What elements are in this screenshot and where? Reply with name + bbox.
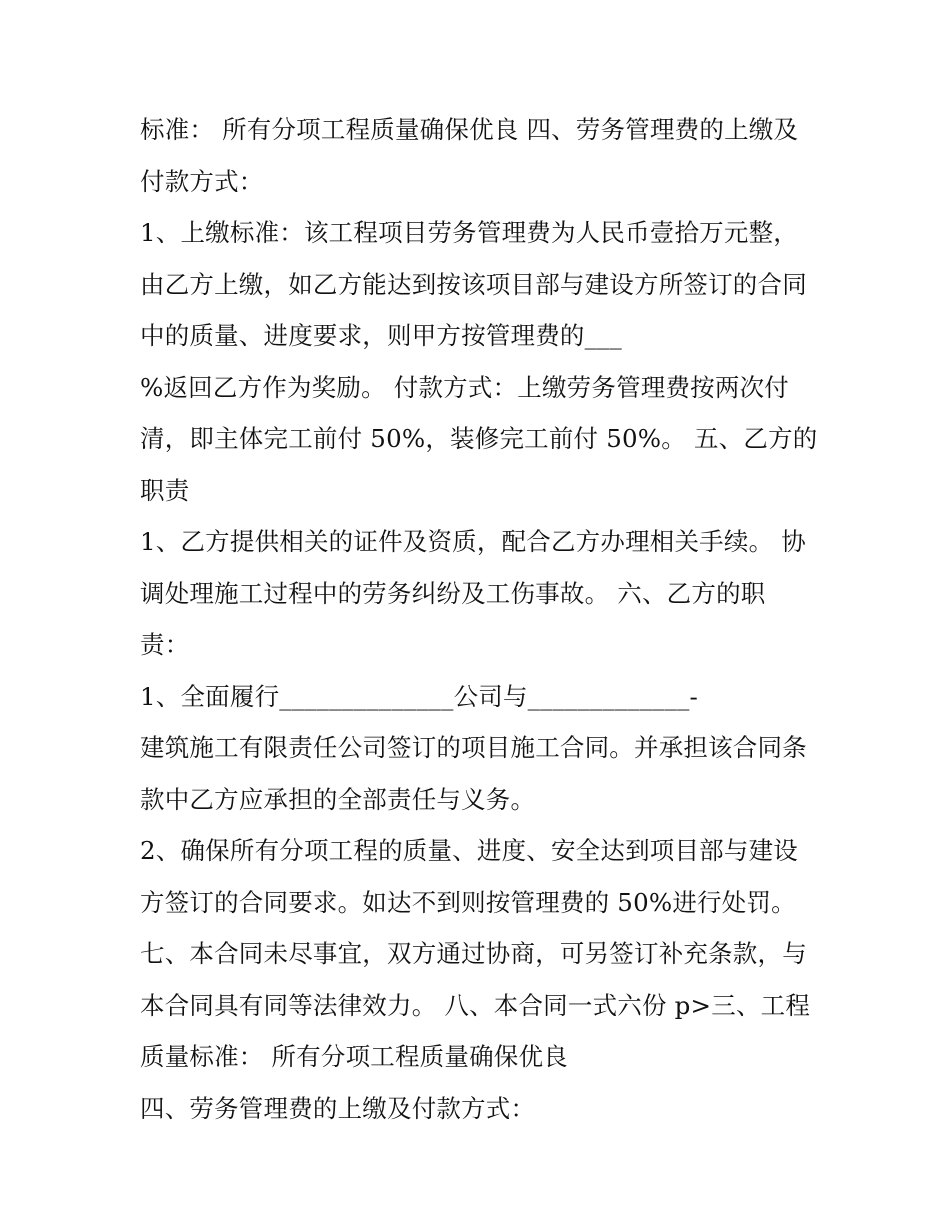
text-line: %返回乙方作为奖励。 付款方式：上缴劳务管理费按两次付	[140, 372, 789, 402]
text-line: 1、上缴标准：该工程项目劳务管理费为人民币壹拾万元整，	[140, 218, 798, 247]
text-line: 由乙方上缴，如乙方能达到按该项目部与建设方所签订的合同	[140, 269, 807, 299]
text-line: 责：	[140, 630, 190, 659]
text-line: 中的质量、进度要求，则甲方按管理费的___	[140, 321, 622, 350]
text-line: 调处理施工过程中的劳务纠纷及工伤事故。 六、乙方的职	[140, 578, 766, 608]
text-line: 款中乙方应承担的全部责任与义务。	[140, 784, 536, 814]
text-line: 标准： 所有分项工程质量确保优良 四、劳务管理费的上缴及	[140, 115, 799, 144]
text-line: 1、全面履行______________公司与_____________-	[140, 681, 699, 711]
text-line: 1、乙方提供相关的证件及资质，配合乙方办理相关手续。 协	[140, 527, 806, 556]
text-line: 本合同具有同等法律效力。 八、本合同一式六份 p>三、工程	[140, 990, 811, 1020]
text-line: 方签订的合同要求。如达不到则按管理费的 50%进行处罚。	[140, 887, 796, 917]
text-line: 建筑施工有限责任公司签订的项目施工合同。并承担该合同条	[140, 733, 807, 762]
document-body	[140, 104, 820, 1134]
text-line: 2、确保所有分项工程的质量、进度、安全达到项目部与建设	[140, 836, 798, 865]
text-line: 质量标准： 所有分项工程质量确保优良	[140, 1042, 568, 1071]
text-line: 付款方式：	[140, 166, 264, 196]
text-line: 职责	[140, 475, 190, 505]
text-line: 七、本合同未尽事宜，双方通过协商，可另签订补充条款，与	[140, 939, 807, 968]
text-line: 清，即主体完工前付 50%，装修完工前付 50%。 五、乙方的	[140, 424, 818, 453]
text-line: 四、劳务管理费的上缴及付款方式：	[140, 1093, 536, 1123]
